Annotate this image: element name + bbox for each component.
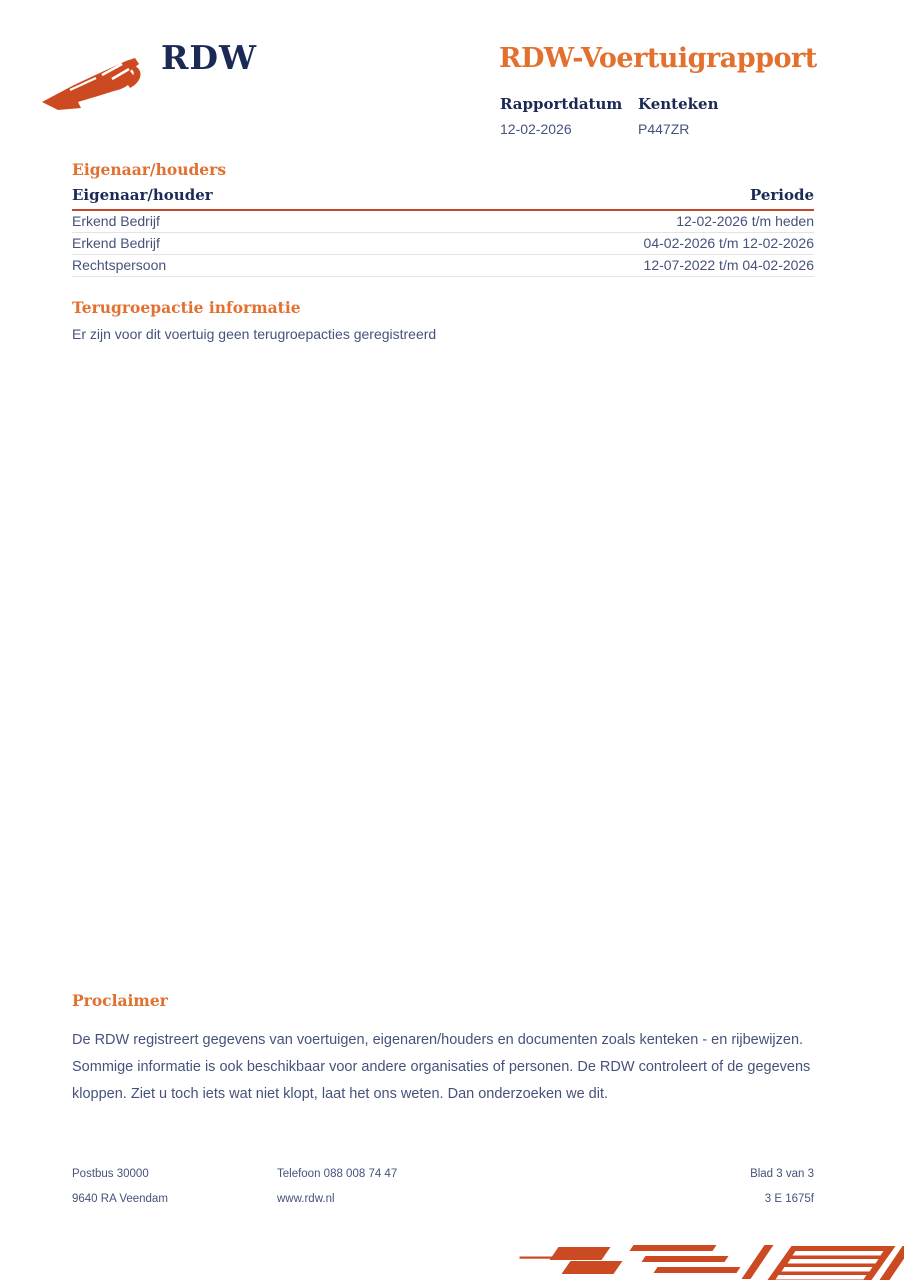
owners-section-heading: Eigenaar/houders <box>72 160 227 179</box>
footer-form-code: 3 E 1675f <box>764 1193 814 1205</box>
period-cell: 12-02-2026 t/m heden <box>676 213 814 229</box>
recall-section <box>72 298 814 342</box>
rdw-logo-text: RDW <box>161 38 258 77</box>
footer-city: 9640 RA Veendam <box>72 1193 168 1205</box>
report-date-value: 12-02-2026 <box>500 121 572 137</box>
license-plate-label: Kenteken <box>638 95 719 113</box>
footer-page-indicator: Blad 3 van 3 <box>750 1168 814 1180</box>
owners-section <box>72 160 814 277</box>
proclaimer-text: De RDW registreert gegevens van voertuigen, eigenaren/houders en documenten zoals kenteken - en rijbewijzen. Sommige informatie is ook beschikbaar voor andere organisaties of personen. De RDW controleert of de gegevens kloppen. Ziet u toch iets wat niet klopt, laat het ons weten. Dan onderzoeken we dit. <box>72 1032 811 1102</box>
recall-status-text: Er zijn voor dit voertuig geen terugroepacties geregistreerd <box>72 326 437 342</box>
table-row <box>72 255 814 277</box>
footer-postbus: Postbus 30000 <box>72 1168 149 1180</box>
column-header-owner: Eigenaar/houder <box>72 186 213 204</box>
footer-contact-block <box>277 1168 397 1205</box>
owner-cell: Rechtspersoon <box>72 257 167 273</box>
owners-table <box>72 186 814 277</box>
report-date-block <box>500 95 638 137</box>
period-cell: 12-07-2022 t/m 04-02-2026 <box>643 257 814 273</box>
footer-phone: Telefoon 088 008 74 47 <box>277 1168 398 1180</box>
column-header-period: Periode <box>749 186 814 204</box>
owner-cell: Erkend Bedrijf <box>72 213 160 229</box>
recall-section-heading: Terugroepactie informatie <box>72 298 301 317</box>
license-plate-value: P447ZR <box>638 121 690 137</box>
rdw-feather-icon <box>40 57 143 111</box>
owners-table-header <box>72 186 814 211</box>
rdw-stripes-decoration-icon <box>519 1243 904 1280</box>
footer-website: www.rdw.nl <box>277 1193 335 1205</box>
owner-cell: Erkend Bedrijf <box>72 235 160 251</box>
period-cell: 04-02-2026 t/m 12-02-2026 <box>643 235 814 251</box>
report-meta <box>500 95 776 137</box>
license-plate-block <box>638 95 776 137</box>
report-date-label: Rapportdatum <box>500 95 623 113</box>
page-title: RDW-Voertuigrapport <box>499 43 817 74</box>
table-row <box>72 233 814 255</box>
footer-address-block <box>72 1168 168 1205</box>
proclaimer-section-heading: Proclaimer <box>72 991 168 1010</box>
proclaimer-section <box>72 991 817 1108</box>
table-row <box>72 211 814 233</box>
footer-page-block <box>750 1168 814 1205</box>
